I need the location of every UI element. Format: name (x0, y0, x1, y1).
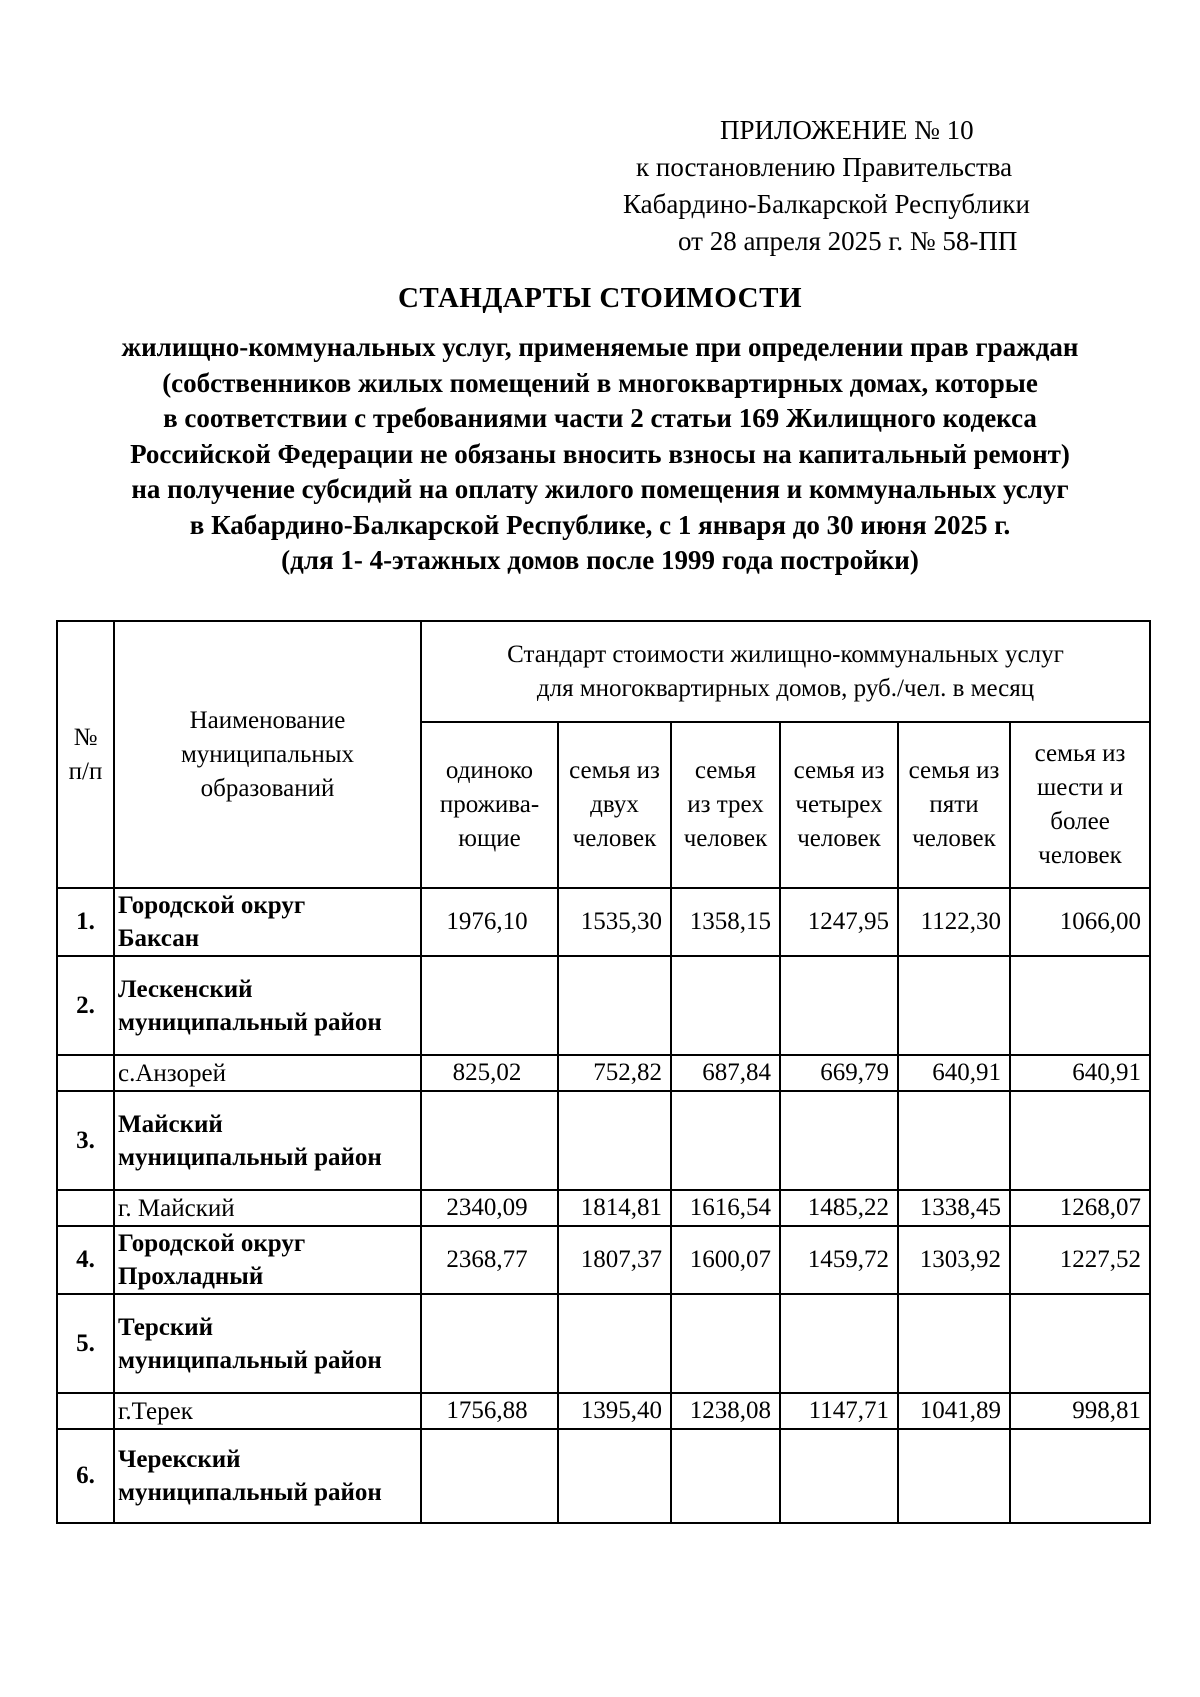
row-value: 1976,10 (421, 888, 558, 956)
row-municipality-line: Майский (118, 1110, 223, 1138)
header-number-line: п/п (68, 757, 103, 785)
row-value: 2368,77 (421, 1226, 558, 1294)
header-group-line: для многоквартирных домов, руб./чел. в месяц (536, 674, 1035, 702)
row-number: 6. (57, 1429, 114, 1523)
row-value: 1616,54 (671, 1190, 780, 1226)
row-municipality (114, 1429, 421, 1523)
standards-table (56, 620, 1151, 1524)
row-value: 1268,07 (1010, 1190, 1150, 1226)
row-value (1010, 1429, 1150, 1523)
row-value (671, 1429, 780, 1523)
row-value (898, 1294, 1010, 1393)
row-value: 640,91 (1010, 1055, 1150, 1091)
row-value: 1535,30 (558, 888, 671, 956)
row-municipality (114, 888, 421, 956)
row-value (898, 1091, 1010, 1190)
row-number (57, 1393, 114, 1429)
row-municipality (114, 1393, 421, 1429)
subtitle-line: на получение субсидий на оплату жилого помещения и коммунальных услуг (131, 474, 1069, 504)
row-value (671, 1091, 780, 1190)
subtitle-line: (собственников жилых помещений в многоквартирных домах, которые (162, 367, 1038, 398)
row-municipality (114, 1190, 421, 1226)
header-column-line: четырех (795, 791, 883, 818)
header-column-line: двух (590, 791, 639, 818)
row-value: 1756,88 (421, 1393, 558, 1429)
row-municipality-line: г. Майский (118, 1194, 235, 1222)
appendix-resolution: к постановлению Правительства (636, 152, 1013, 182)
row-number: 2. (57, 956, 114, 1055)
row-number: 4. (57, 1226, 114, 1294)
header-column-line: пяти (929, 791, 979, 818)
row-value: 1600,07 (671, 1226, 780, 1294)
header-column-line: семья из (1034, 740, 1126, 767)
header-column-line: семья из (569, 757, 660, 784)
appendix-block (620, 112, 1120, 260)
row-municipality-line: г.Терек (118, 1397, 193, 1425)
row-municipality-line: с.Анзорей (118, 1059, 226, 1087)
header-column-4 (780, 722, 898, 888)
subtitle-line: (для 1- 4-этажных домов после 1999 года постройки) (281, 545, 919, 575)
row-municipality-line: Баксан (118, 925, 200, 952)
row-value: 998,81 (1010, 1393, 1150, 1429)
row-value (1010, 1294, 1150, 1393)
row-value (898, 956, 1010, 1055)
row-value (780, 1091, 898, 1190)
appendix-number: ПРИЛОЖЕНИЕ № 10 (720, 115, 974, 145)
header-municipality-line: образований (200, 774, 335, 802)
table-row (57, 1393, 1150, 1429)
row-value: 1227,52 (1010, 1226, 1150, 1294)
header-column-line: одиноко (445, 757, 534, 784)
header-column-line: более (1050, 808, 1110, 835)
row-value (780, 1429, 898, 1523)
header-column-1 (421, 722, 558, 888)
row-number (57, 1190, 114, 1226)
row-value (780, 956, 898, 1055)
table-row (57, 888, 1150, 956)
row-value (1010, 956, 1150, 1055)
row-number: 5. (57, 1294, 114, 1393)
subtitle-line: в соответствии с требованиями части 2 статьи 169 Жилищного кодекса (163, 403, 1037, 433)
row-municipality (114, 1091, 421, 1190)
row-value (671, 1294, 780, 1393)
row-value (558, 956, 671, 1055)
row-value: 1238,08 (671, 1393, 780, 1429)
header-column-line: ющие (458, 825, 521, 852)
row-value: 1807,37 (558, 1226, 671, 1294)
row-value: 1358,15 (671, 888, 780, 956)
row-value (898, 1429, 1010, 1523)
row-value: 1247,95 (780, 888, 898, 956)
appendix-date: от 28 апреля 2025 г. № 58-ПП (678, 226, 1018, 256)
row-municipality-line: Городской округ (118, 892, 306, 919)
row-value: 1041,89 (898, 1393, 1010, 1429)
row-value: 1122,30 (898, 888, 1010, 956)
header-column-5 (898, 722, 1010, 888)
row-municipality-line: Городской округ (118, 1230, 306, 1257)
row-value (421, 956, 558, 1055)
row-municipality (114, 956, 421, 1055)
header-number (57, 621, 114, 888)
table-row (57, 956, 1150, 1055)
header-column-line: человек (683, 825, 768, 852)
table-row (57, 1055, 1150, 1091)
row-value: 1066,00 (1010, 888, 1150, 956)
subtitle-line: в Кабардино-Балкарской Республике, с 1 января до 30 июня 2025 г. (189, 509, 1011, 540)
table-row (57, 1226, 1150, 1294)
header-column-line: семья из (908, 757, 1000, 784)
row-number: 1. (57, 888, 114, 956)
row-municipality-line: Терский (118, 1313, 214, 1341)
table-row (57, 1429, 1150, 1523)
row-value (558, 1294, 671, 1393)
row-value: 1814,81 (558, 1190, 671, 1226)
row-number (57, 1055, 114, 1091)
header-column-line: шести и (1037, 774, 1124, 801)
header-column-line: семья (694, 757, 757, 784)
header-municipality-line: муниципальных (180, 740, 355, 768)
row-municipality-line: Черекский (118, 1446, 241, 1473)
appendix-republic: Кабардино-Балкарской Республики (623, 189, 1030, 219)
row-value (780, 1294, 898, 1393)
row-municipality-line: муниципальный район (118, 1008, 382, 1036)
header-column-line: семья из (793, 757, 885, 784)
header-municipality-line: Наименование (189, 706, 346, 734)
row-value: 1485,22 (780, 1190, 898, 1226)
document-title: СТАНДАРТЫ СТОИМОСТИ (397, 282, 803, 314)
table-row (57, 1091, 1150, 1190)
table-row (57, 1190, 1150, 1226)
row-value (421, 1091, 558, 1190)
header-group-line: Стандарт стоимости жилищно-коммунальных услуг (507, 640, 1064, 668)
row-value: 640,91 (898, 1055, 1010, 1091)
row-value (558, 1429, 671, 1523)
header-number-line: № (73, 723, 98, 751)
header-standard-group (421, 621, 1150, 722)
row-value (558, 1091, 671, 1190)
header-column-line: из трех (687, 791, 764, 818)
row-municipality (114, 1055, 421, 1091)
row-municipality-line: муниципальный район (118, 1143, 382, 1171)
document-subtitle (40, 330, 1160, 579)
header-municipality (114, 621, 421, 888)
header-column-line: человек (1038, 842, 1122, 869)
row-value: 2340,09 (421, 1190, 558, 1226)
header-column-3 (671, 722, 780, 888)
row-value (1010, 1091, 1150, 1190)
header-column-2 (558, 722, 671, 888)
row-value (421, 1294, 558, 1393)
row-value: 1459,72 (780, 1226, 898, 1294)
row-value: 669,79 (780, 1055, 898, 1091)
row-municipality-line: Лескенский (118, 975, 253, 1003)
row-value: 1303,92 (898, 1226, 1010, 1294)
header-column-line: прожива- (439, 791, 540, 818)
row-municipality-line: муниципальный район (118, 1479, 382, 1506)
row-municipality (114, 1294, 421, 1393)
header-column-line: человек (572, 825, 657, 852)
row-municipality-line: Прохладный (118, 1263, 264, 1290)
row-value: 752,82 (558, 1055, 671, 1091)
row-value: 1395,40 (558, 1393, 671, 1429)
subtitle-line: жилищно-коммунальных услуг, применяемые при определении прав граждан (121, 332, 1079, 362)
row-value (421, 1429, 558, 1523)
header-column-line: человек (797, 825, 881, 852)
row-municipality (114, 1226, 421, 1294)
table-row (57, 1294, 1150, 1393)
row-value: 825,02 (421, 1055, 558, 1091)
header-column-line: человек (912, 825, 996, 852)
row-value: 1338,45 (898, 1190, 1010, 1226)
row-value: 687,84 (671, 1055, 780, 1091)
row-value: 1147,71 (780, 1393, 898, 1429)
subtitle-line: Российской Федерации не обязаны вносить взносы на капитальный ремонт) (130, 438, 1070, 469)
row-number: 3. (57, 1091, 114, 1190)
header-column-6 (1010, 722, 1150, 888)
row-value (671, 956, 780, 1055)
row-municipality-line: муниципальный район (118, 1346, 382, 1374)
